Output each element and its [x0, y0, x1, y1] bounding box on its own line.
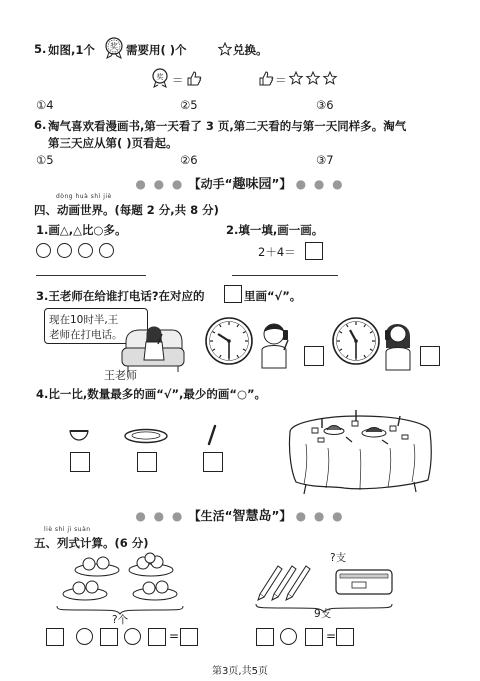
q6-option-3[interactable]: ③7 [316, 153, 334, 167]
q4-4-plate-box[interactable] [137, 452, 157, 472]
q5-option-3[interactable]: ③6 [316, 98, 334, 112]
q4-1-circle-2 [57, 243, 72, 258]
bubble-line-2: 老师在打电话。 [49, 329, 123, 341]
p5-left-equals: = [169, 629, 180, 643]
p5-right-op[interactable] [280, 628, 297, 645]
p5-left-op-1[interactable] [76, 628, 93, 645]
teacher-caption: 王老师 [104, 369, 137, 382]
q4-4-label: 4.比一比,数量最多的画“√”,最少的画“○”。 [36, 387, 267, 401]
p5-left-result[interactable] [180, 628, 198, 646]
girl-on-phone-illustration [380, 318, 416, 372]
left-question: ?个 [112, 614, 129, 626]
q4-1-circle-3 [78, 243, 93, 258]
p5-right-equals: = [326, 629, 337, 643]
q5-option-1[interactable]: ①4 [36, 98, 54, 112]
q5-eq2-sign: ＝ [275, 73, 287, 87]
q4-1-answer-line[interactable] [36, 275, 146, 276]
award-badge-icon-2 [150, 68, 170, 88]
q5-option-2[interactable]: ②5 [180, 98, 198, 112]
q4-4-bowl-box[interactable] [70, 452, 90, 472]
p5-right-box-2[interactable] [305, 628, 323, 646]
q4-4-chopstick-box[interactable] [203, 452, 223, 472]
q4-2-answer-box[interactable] [305, 242, 323, 260]
q6-line1: 淘气喜欢看漫画书,第一天看了 3 页,第二天看的与第一天同样多。淘气 [48, 119, 407, 133]
page-footer: 第3页,共5页 [212, 666, 268, 677]
star-icon [218, 42, 232, 56]
q6-option-1[interactable]: ①5 [36, 153, 54, 167]
thumbs-up-icon-2 [258, 70, 274, 86]
clock-icon-1 [204, 316, 254, 366]
q4-2-answer-line[interactable] [232, 275, 338, 276]
section-life-highlight: 智慧岛 [232, 509, 272, 524]
pencils-and-case-illustration [252, 560, 402, 604]
q4-1-label: 1.画△,△比○多。 [36, 223, 127, 237]
q5-text-c: 兑换。 [233, 43, 268, 57]
q5-text-a: 如图,1个 [48, 43, 95, 57]
q5-number: 5. [34, 42, 47, 56]
chopstick-icon [206, 424, 218, 446]
q4-1-circle-1 [36, 243, 51, 258]
right-total: 9支 [314, 608, 332, 620]
q4-3-label-tail: 里画“√”。 [244, 289, 302, 303]
q5-eq1-sign: ＝ [172, 73, 184, 87]
p5-left-op-2[interactable] [124, 628, 141, 645]
p5-left-box-2[interactable] [100, 628, 118, 646]
q4-2-expr: 2＋4＝ [258, 245, 296, 259]
q5-text-b: 需要用( )个 [126, 43, 187, 57]
three-stars-icon [289, 71, 339, 85]
clock-icon-2 [331, 316, 381, 366]
section-activity-highlight: 趣味园 [232, 177, 272, 192]
q4-2-label: 2.填一填,画一画。 [226, 223, 324, 237]
dining-table-illustration [282, 404, 438, 496]
p5-left-box-1[interactable] [46, 628, 64, 646]
plate-icon [124, 428, 168, 444]
section-life-header: ● ● ● 【生活“智慧岛”】 ● ● ● [135, 509, 345, 524]
q4-3-answer-box-1[interactable] [304, 346, 324, 366]
q4-3-label: 3.王老师在给谁打电话?在对应的 [36, 289, 205, 303]
part5-pinyin: liè shì jì suàn [44, 526, 91, 533]
svg-text:奖: 奖 [156, 73, 164, 81]
boy-on-phone-illustration [256, 320, 296, 370]
part4-heading: 四、动画世界。(每题 2 分,共 8 分) [34, 203, 219, 217]
award-badge-icon [103, 37, 125, 59]
section-activity-header: ● ● ● 【动手“趣味园”】 ● ● ● [135, 177, 345, 192]
q6-line2: 第三天应从第( )页看起。 [48, 136, 178, 150]
thumbs-up-icon [186, 70, 202, 86]
q4-3-answer-box-2[interactable] [420, 346, 440, 366]
q6-option-2[interactable]: ②6 [180, 153, 198, 167]
part5-heading: 五、列式计算。(6 分) [34, 536, 149, 550]
part4-pinyin: dòng huà shì jiè [56, 193, 112, 200]
right-question: ?支 [330, 552, 347, 564]
bubble-line-1: 现在10时半,王 [49, 314, 119, 326]
p5-right-result[interactable] [336, 628, 354, 646]
fruit-plates-illustration [55, 552, 185, 608]
badge-char: 奖 [110, 42, 118, 51]
q6-number: 6. [34, 118, 47, 132]
p5-right-box-1[interactable] [256, 628, 274, 646]
q4-1-circle-4 [99, 243, 114, 258]
p5-left-box-3[interactable] [148, 628, 166, 646]
bowl-icon [68, 428, 90, 442]
q4-3-label-box [224, 285, 242, 303]
